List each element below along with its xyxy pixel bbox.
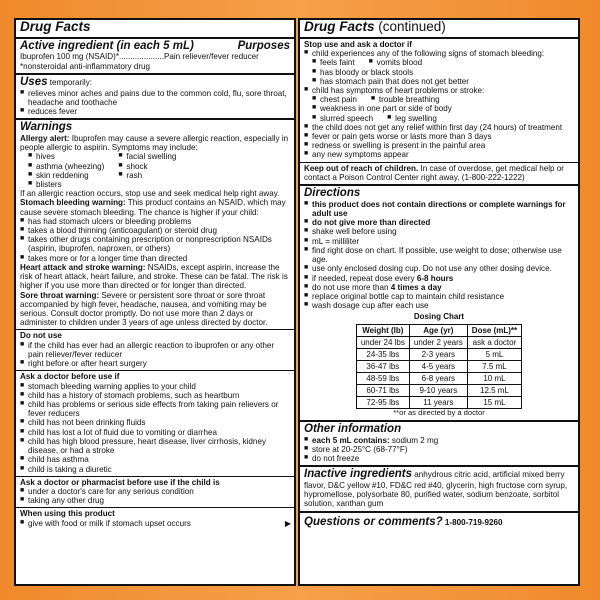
uses-item: ■ relieves minor aches and pains due to the common cold, flu, sore throat, headache and toothache — [20, 89, 290, 107]
allergy-alert-text: Ibuprofen may cause a severe allergic reaction, especially in people allergic to aspirin. Symptoms may include: — [20, 133, 289, 153]
ask-doctor-item: ■ child is taking a diuretic — [20, 465, 290, 474]
heart-sign-item: ■ slurred speech — [312, 114, 373, 123]
bleeding-sign-item: ■ feels faint — [312, 58, 355, 67]
dosing-chart-cell: 6-8 years — [409, 372, 467, 384]
when-using-section — [16, 508, 294, 529]
heart-signs-grid — [304, 95, 574, 104]
do-not-use-item: ■ right before or after heart surgery — [20, 359, 290, 368]
other-info-item: ■ store at 20-25°C (68-77°F) — [304, 445, 574, 454]
max-dose-count: 4 times a day — [390, 282, 442, 292]
continued-label: (continued) — [374, 19, 446, 34]
ask-doctor-item: ■ child has lost a lot of fluid due to vomiting or diarrhea — [20, 428, 290, 437]
when-using-list — [20, 519, 290, 528]
uses-heading: Uses — [20, 75, 48, 88]
allergy-symptom-item: ■ asthma (wheezing) — [28, 162, 104, 171]
do-not-use-section — [16, 330, 294, 371]
dosing-chart-cell: 24-35 lbs — [356, 348, 409, 360]
warnings-heading: Warnings — [20, 121, 73, 134]
do-not-use-item: ■ if the child has ever had an allergic reaction to ibuprofen or any other pain reliever/fever reducer — [20, 341, 290, 359]
ask-pharmacist-item: ■ under a doctor's care for any serious condition — [20, 487, 290, 496]
inactive-ingredients-text: anhydrous citric acid, artificial mixed berry flavor, D&C yellow #10, FD&C red #40, glycerin, high fructose corn syrup, hypromellose, polysorbate 80, purified water, sodium benzoate, sorbitol solution, xanthan gum — [304, 470, 568, 509]
dosing-chart-cell: 36-47 lbs — [356, 360, 409, 372]
purposes-heading: Purposes — [237, 39, 290, 52]
dosing-chart-row — [356, 372, 521, 384]
dosing-chart-cell: under 2 years — [409, 336, 467, 348]
active-ingredient-heading: Active ingredient (in each 5 mL) — [20, 39, 194, 52]
heart-sign-item: ■ leg swelling — [387, 114, 437, 123]
stop-use-rest-list — [304, 123, 574, 160]
active-ingredient-line: Ibuprofen 100 mg (NSAID)*....................Pain reliever/fever reducer — [20, 52, 259, 62]
direction-item: ■ use only enclosed dosing cup. Do not use any other dosing device. — [304, 264, 574, 273]
dosing-chart-header-cell: Weight (lb) — [356, 324, 409, 336]
ask-pharmacist-item: ■ taking any other drug — [20, 496, 290, 505]
ask-doctor-item: ■ child has asthma — [20, 455, 290, 464]
keep-out-section — [300, 163, 578, 186]
ask-pharmacist-section — [16, 477, 294, 509]
max-dose-item — [304, 283, 574, 292]
ask-doctor-item: ■ child has problems or serious side effects from taking pain relievers or fever reducers — [20, 400, 290, 418]
stomach-risk-item: ■ takes a blood thinning (anticoagulant) or steroid drug — [20, 226, 290, 235]
dosing-chart-cell: 9-10 years — [409, 385, 467, 397]
do-not-use-heading: Do not use — [20, 331, 62, 341]
other-info-item: ■ do not freeze — [304, 454, 574, 463]
stop-use-item: ■ redness or swelling is present in the painful area — [304, 141, 574, 150]
direction-item: ■ mL = milliliter — [304, 237, 574, 246]
directions-list — [304, 200, 574, 274]
stomach-risk-item: ■ takes other drugs containing prescription or nonprescription NSAIDs (aspirin, ibuprofen, naproxen, or others) — [20, 235, 290, 253]
allergy-symptom-item: ■ hives — [28, 152, 104, 161]
dosing-chart-header-cell: Age (yr) — [409, 324, 467, 336]
questions-section — [300, 513, 578, 531]
ask-pharmacist-heading: Ask a doctor or pharmacist before use if the child is — [20, 477, 220, 487]
heart-warning-text: NSAIDs, except aspirin, increase the risk of heart attack, heart failure, and stroke. These can be fatal. The risk is higher if you use more than directed or for longer than directed. — [20, 262, 288, 291]
dosing-chart-header-cell: Dose (mL)** — [467, 324, 521, 336]
when-using-heading: When using this product — [20, 509, 115, 519]
allergy-symptoms-list — [20, 152, 290, 189]
dosing-chart-cell: 48-59 lbs — [356, 372, 409, 384]
title-section — [16, 20, 294, 39]
stomach-risk-list — [20, 217, 290, 263]
dosing-chart-body — [356, 336, 521, 409]
dosing-chart-row — [356, 360, 521, 372]
stop-heart-item: ■ child has symptoms of heart problems or stroke: — [304, 86, 574, 95]
direction-item: ■ find right dose on chart. If possible, use weight to dose; otherwise use age. — [304, 246, 574, 264]
sore-throat-label: Sore throat warning: — [20, 290, 100, 300]
stomach-risk-item: ■ has had stomach ulcers or bleeding problems — [20, 217, 290, 226]
continued-arrow-icon: ▶ — [284, 518, 291, 528]
stop-use-section — [300, 39, 578, 163]
dosing-chart-row — [356, 336, 521, 348]
drug-facts-right-panel — [298, 18, 580, 586]
other-info-section — [300, 422, 578, 467]
dosing-chart-cell: 72-95 lbs — [356, 397, 409, 409]
sodium-content-item — [304, 436, 574, 445]
directions-section — [300, 186, 578, 422]
sodium-content-value: sodium 2 mg — [389, 435, 439, 445]
ask-pharmacist-list — [20, 487, 290, 505]
allergy-after-text: If an allergic reaction occurs, stop use and seek medical help right away. — [20, 189, 280, 199]
keep-out-label: Keep out of reach of children. — [304, 163, 419, 173]
allergy-symptom-item: ■ facial swelling — [118, 152, 176, 161]
drug-facts-title-right: Drug Facts — [304, 19, 375, 34]
questions-phone: 1-800-719-9260 — [442, 517, 503, 527]
dosing-chart-cell: 10 mL — [467, 372, 521, 384]
heart-sign-weakness: ■ weakness in one part or side of body — [312, 104, 574, 113]
heart-signs-grid-2 — [304, 114, 574, 123]
heart-warning-label: Heart attack and stroke warning: — [20, 262, 146, 272]
dosing-chart-cell: 60-71 lbs — [356, 385, 409, 397]
drug-facts-title: Drug Facts — [20, 19, 91, 34]
nsaid-footnote: *nonsteroidal anti-inflammatory drug — [20, 61, 151, 71]
when-using-item: ■ give with food or milk if stomach upset occurs — [20, 519, 290, 528]
dosing-chart-footnote: **or as directed by a doctor — [393, 408, 485, 418]
direction-item: ■ this product does not contain directions or complete warnings for adult use — [304, 200, 574, 218]
ask-doctor-list — [20, 382, 290, 474]
stomach-warning-label: Stomach bleeding warning: — [20, 198, 126, 208]
dosing-chart-header-row — [356, 324, 521, 336]
right-title-section — [300, 20, 578, 39]
direction-item: ■ shake well before using — [304, 227, 574, 236]
ask-doctor-item: ■ stomach bleeding warning applies to your child — [20, 382, 290, 391]
dosing-chart-cell: 2-3 years — [409, 348, 467, 360]
dosing-chart-cell: 11 years — [409, 397, 467, 409]
dosing-chart-cell: 15 mL — [467, 397, 521, 409]
do-not-use-list — [20, 341, 290, 369]
dosing-chart-cell: ask a doctor — [467, 336, 521, 348]
stop-bleeding-item: ■ child experiences any of the following signs of stomach bleeding: — [304, 49, 574, 58]
allergy-symptom-item: ■ rash — [118, 171, 176, 180]
dosing-chart-row — [356, 385, 521, 397]
bleeding-signs-grid — [304, 58, 574, 67]
stop-use-item: ■ the child does not get any relief within first day (24 hours) of treatment — [304, 123, 574, 132]
stomach-warning-text: This product contains an NSAID, which may cause severe stomach bleeding. The chance is higher if your child: — [20, 198, 286, 217]
max-dose-text: do not use more than — [312, 282, 391, 292]
inactive-ingredients-heading: Inactive ingredients — [304, 468, 413, 481]
allergy-symptom-item: ■ blisters — [28, 180, 104, 189]
dosing-chart-row — [356, 397, 521, 409]
repeat-dose-interval: 6-8 hours — [416, 273, 454, 283]
bleeding-signs-rest — [304, 68, 574, 86]
warnings-section — [16, 120, 294, 330]
directions-heading: Directions — [304, 187, 361, 200]
keep-out-text: In case of overdose, get medical help or contact a Poison Control Center right away. (1-800-222-1222) — [304, 163, 565, 182]
dosing-chart-title: Dosing Chart — [413, 312, 465, 322]
stomach-risk-item: ■ takes more or for a longer time than directed — [20, 254, 290, 263]
questions-heading: Questions or comments? — [304, 515, 443, 528]
directions-tail-list — [304, 292, 574, 310]
dosing-chart-table — [356, 324, 522, 410]
dosing-chart-cell: 12.5 mL — [467, 385, 521, 397]
drug-facts-left-panel — [14, 18, 296, 586]
bleeding-sign-item: ■ has bloody or black stools — [312, 68, 574, 77]
bleeding-sign-item: ■ has stomach pain that does not get better — [312, 77, 574, 86]
dosing-chart-cell: under 24 lbs — [356, 336, 409, 348]
stop-use-item: ■ fever or pain gets worse or lasts more than 3 days — [304, 132, 574, 141]
sore-throat-text: Severe or persistent sore throat or sore throat accompanied by high fever, headache, nausea, and vomiting may be serious. Consult doctor promptly. Do not use more than 2 days or administer to children under 3 years of age unless directed by doctor. — [20, 290, 268, 328]
sodium-content-label: each 5 mL contains: — [312, 435, 390, 445]
direction-item: ■ replace original bottle cap to maintain child resistance — [304, 292, 574, 301]
uses-item: ■ reduces fever — [20, 107, 290, 116]
direction-item: ■ do not give more than directed — [304, 218, 574, 227]
ask-doctor-item: ■ child has high blood pressure, heart disease, liver cirrhosis, kidney disease, or had a stroke — [20, 437, 290, 455]
dosing-chart-cell: 7.5 mL — [467, 360, 521, 372]
dosing-chart-cell: 5 mL — [467, 348, 521, 360]
uses-section — [16, 75, 294, 120]
heart-sign-item: ■ trouble breathing — [371, 95, 440, 104]
dosing-chart-cell: 4-5 years — [409, 360, 467, 372]
bleeding-sign-item: ■ vomits blood — [369, 58, 422, 67]
allergy-symptom-item: ■ shock — [118, 162, 176, 171]
allergy-alert-label: Allergy alert: — [20, 133, 70, 143]
allergy-symptom-item: ■ skin reddening — [28, 171, 104, 180]
uses-intro: temporarily: — [47, 77, 93, 87]
inactive-ingredients-section — [300, 467, 578, 512]
stop-use-heading: Stop use and ask a doctor if — [304, 39, 412, 49]
repeat-dose-item — [304, 274, 574, 283]
uses-list — [20, 89, 290, 117]
dosing-chart-row — [356, 348, 521, 360]
ask-doctor-section — [16, 371, 294, 476]
ask-doctor-item: ■ child has a history of stomach problems, such as heartburn — [20, 391, 290, 400]
other-info-list — [304, 445, 574, 463]
heart-sign-item: ■ chest pain — [312, 95, 357, 104]
ask-doctor-item: ■ child has not been drinking fluids — [20, 418, 290, 427]
ask-doctor-heading: Ask a doctor before use if — [20, 372, 120, 382]
direction-item: ■ wash dosage cup after each use — [304, 301, 574, 310]
other-info-heading: Other information — [304, 422, 402, 435]
repeat-dose-text: if needed, repeat dose every — [312, 273, 417, 283]
active-ingredient-section — [16, 39, 294, 75]
stop-use-item: ■ any new symptoms appear — [304, 150, 574, 159]
